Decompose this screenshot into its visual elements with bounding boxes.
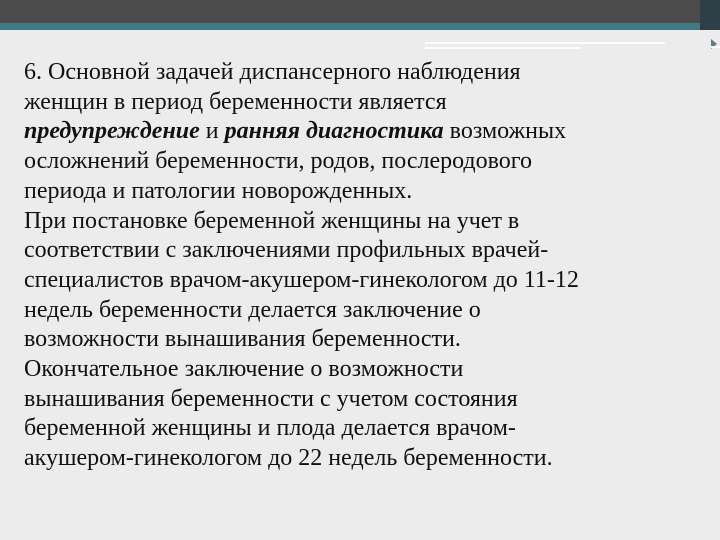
text-line bbox=[24, 414, 714, 444]
decorative-stripe bbox=[711, 46, 720, 48]
text-run: беременной женщины и плода делается врачом- bbox=[24, 415, 516, 442]
emphasized-term: ранняя диагностика bbox=[224, 118, 444, 145]
text-run: женщин в период беременности является bbox=[24, 88, 447, 115]
slide-body-text bbox=[24, 58, 714, 474]
text-run: вынашивания беременности с учетом состояния bbox=[24, 385, 518, 412]
text-run: 6. Основной задачей диспансерного наблюдения bbox=[24, 59, 521, 85]
text-run: При постановке беременной женщины на учет в bbox=[24, 207, 520, 234]
text-line bbox=[24, 266, 714, 296]
text-line bbox=[24, 355, 714, 385]
text-line bbox=[24, 444, 714, 474]
decorative-stripe bbox=[425, 42, 665, 44]
text-run: Окончательное заключение о возможности bbox=[24, 356, 464, 383]
slide-header-band bbox=[0, 0, 720, 23]
text-line bbox=[24, 385, 714, 415]
text-line bbox=[24, 296, 714, 326]
text-run: и bbox=[199, 118, 225, 145]
text-run: недель беременности делается заключение о bbox=[24, 296, 481, 323]
decorative-stripe bbox=[425, 47, 580, 49]
text-line bbox=[24, 207, 714, 237]
slide-header-corner bbox=[700, 0, 720, 30]
text-run: возможных bbox=[443, 118, 567, 145]
text-line bbox=[24, 325, 714, 355]
text-line bbox=[24, 58, 714, 88]
slide-header-accent bbox=[0, 23, 720, 30]
text-run: специалистов врачом-акушером-гинекологом до 11-12 bbox=[24, 266, 579, 293]
text-line bbox=[24, 236, 714, 266]
text-run: возможности вынашивания беременности. bbox=[24, 326, 461, 353]
emphasized-term: предупреждение bbox=[24, 118, 200, 145]
text-run: периода и патологии новорожденных. bbox=[24, 177, 413, 204]
text-run: акушером-гинекологом до 22 недель беременности. bbox=[24, 445, 553, 472]
text-line bbox=[24, 117, 714, 147]
text-run: соответствии с заключениями профильных врачей- bbox=[24, 237, 549, 264]
text-line bbox=[24, 177, 714, 207]
text-run: осложнений беременности, родов, послеродового bbox=[24, 148, 533, 175]
text-line bbox=[24, 88, 714, 118]
text-line bbox=[24, 147, 714, 177]
